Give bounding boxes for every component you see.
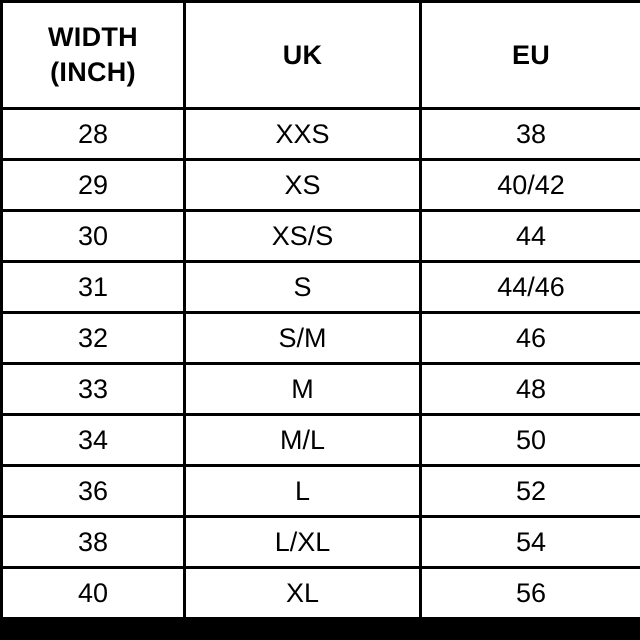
cell-width: 33 [2, 364, 185, 415]
cell-eu: 54 [421, 517, 640, 568]
cell-width: 31 [2, 262, 185, 313]
table-row [2, 415, 640, 466]
cell-eu: 44/46 [421, 262, 640, 313]
cell-uk: XXS [185, 109, 421, 160]
table-row [2, 109, 640, 160]
cell-uk: L/XL [185, 517, 421, 568]
table-body [2, 109, 640, 619]
table-row [2, 466, 640, 517]
cell-uk: S/M [185, 313, 421, 364]
header-row [2, 2, 640, 109]
cell-uk: XS/S [185, 211, 421, 262]
cell-width: 29 [2, 160, 185, 211]
cell-eu: 44 [421, 211, 640, 262]
cell-uk: S [185, 262, 421, 313]
table-row [2, 313, 640, 364]
cell-eu: 52 [421, 466, 640, 517]
cell-width: 34 [2, 415, 185, 466]
column-header-eu-line1: EU [511, 39, 551, 70]
table-row [2, 160, 640, 211]
cell-width: 40 [2, 568, 185, 619]
cell-eu: 50 [421, 415, 640, 466]
table-row [2, 517, 640, 568]
column-header-width-line1: WIDTH [48, 22, 138, 53]
column-header-eu [421, 2, 640, 109]
cell-eu: 48 [421, 364, 640, 415]
cell-eu: 46 [421, 313, 640, 364]
cell-eu: 56 [421, 568, 640, 619]
cell-width: 28 [2, 109, 185, 160]
cell-uk: XS [185, 160, 421, 211]
table-row [2, 364, 640, 415]
cell-uk: L [185, 466, 421, 517]
cell-width: 38 [2, 517, 185, 568]
table-row [2, 211, 640, 262]
column-header-width-line2: (INCH) [50, 57, 136, 87]
table-row [2, 568, 640, 619]
column-header-width [2, 2, 185, 109]
cell-width: 30 [2, 211, 185, 262]
cell-width: 36 [2, 466, 185, 517]
column-header-uk [185, 2, 421, 109]
cell-uk: M/L [185, 415, 421, 466]
column-header-uk-line1: UK [282, 39, 323, 70]
cell-uk: XL [185, 568, 421, 619]
table-row [2, 262, 640, 313]
cell-uk: M [185, 364, 421, 415]
cell-eu: 38 [421, 109, 640, 160]
table-header [2, 2, 640, 109]
cell-eu: 40/42 [421, 160, 640, 211]
cell-width: 32 [2, 313, 185, 364]
